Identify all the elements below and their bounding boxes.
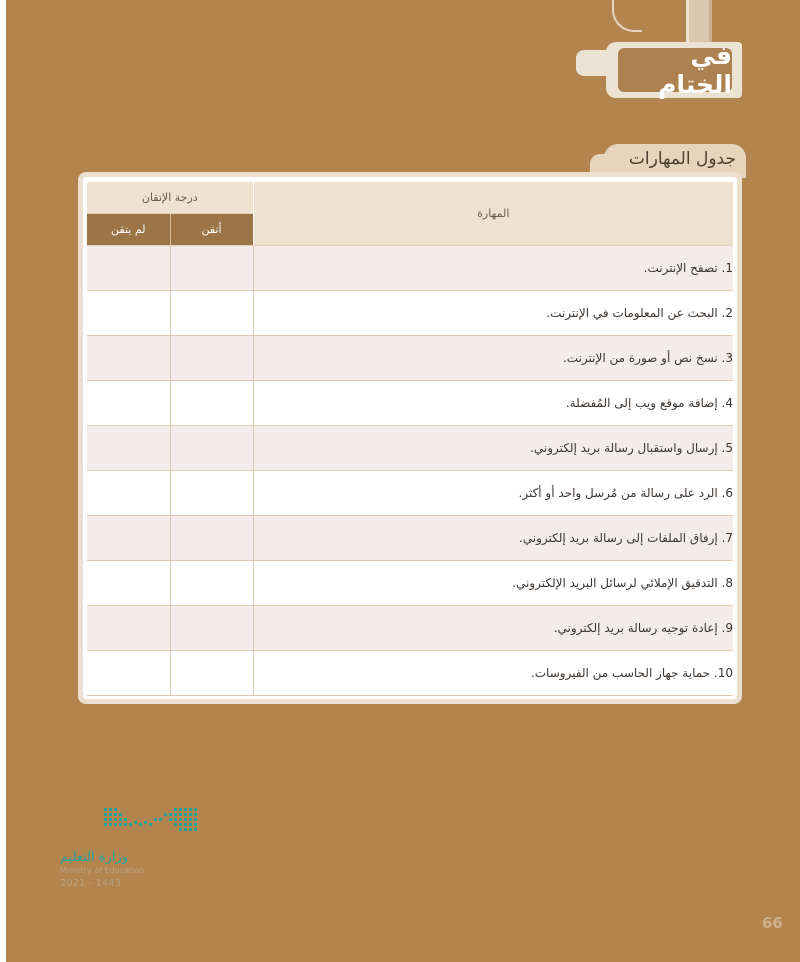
not-mastered-cell[interactable]	[87, 651, 170, 696]
page-number: 66	[762, 914, 783, 932]
table-row	[87, 651, 733, 696]
not-mastered-cell[interactable]	[87, 516, 170, 561]
skill-label: 6. الرد على رسالة من مُرسل واحد أو أكثر.	[253, 471, 733, 516]
table-row	[87, 516, 733, 561]
mastered-cell[interactable]	[170, 246, 253, 291]
mastered-cell[interactable]	[170, 381, 253, 426]
skill-label: 10. حماية جهاز الحاسب من الفيروسات.	[253, 651, 733, 696]
mastered-cell[interactable]	[170, 336, 253, 381]
mastered-cell[interactable]	[170, 606, 253, 651]
header-mastered: أتقن	[170, 214, 253, 246]
skill-label: 7. إرفاق الملفات إلى رسالة بريد إلكتروني.	[253, 516, 733, 561]
title-box	[618, 41, 732, 99]
logo-dots-icon	[102, 804, 202, 838]
skills-table	[87, 182, 733, 696]
tag-string	[612, 0, 642, 32]
mastered-cell[interactable]	[170, 426, 253, 471]
logo-years: 2021 - 1443	[60, 878, 121, 889]
not-mastered-cell[interactable]	[87, 246, 170, 291]
not-mastered-cell[interactable]	[87, 561, 170, 606]
header-degree: درجة الإتقان	[87, 182, 253, 214]
skill-label: 2. البحث عن المعلومات في الإنترنت.	[253, 291, 733, 336]
table-row	[87, 246, 733, 291]
logo-name-ar: وزارة التعليم	[60, 850, 129, 865]
page-title: في الختام	[658, 41, 732, 99]
page	[6, 0, 800, 962]
mastered-cell[interactable]	[170, 516, 253, 561]
skill-label: 8. التدقيق الإملائي لرسائل البريد الإلكتروني.	[253, 561, 733, 606]
skill-label: 9. إعادة توجيه رسالة بريد إلكتروني.	[253, 606, 733, 651]
mastered-cell[interactable]	[170, 561, 253, 606]
section-label: جدول المهارات	[628, 149, 736, 169]
skill-label: 3. نسخ نص أو صورة من الإنترنت.	[253, 336, 733, 381]
not-mastered-cell[interactable]	[87, 291, 170, 336]
logo-name-en: Ministry of Education	[60, 866, 145, 875]
table-row	[87, 381, 733, 426]
ministry-logo	[52, 800, 212, 895]
mastered-cell[interactable]	[170, 471, 253, 516]
table-row	[87, 336, 733, 381]
table-row	[87, 606, 733, 651]
mastered-cell[interactable]	[170, 651, 253, 696]
skill-label: 4. إضافة موقع ويب إلى المُفضلة.	[253, 381, 733, 426]
not-mastered-cell[interactable]	[87, 606, 170, 651]
title-tag	[606, 42, 742, 98]
table-row	[87, 561, 733, 606]
not-mastered-cell[interactable]	[87, 336, 170, 381]
skill-label: 1. تصفح الإنترنت.	[253, 246, 733, 291]
skill-label: 5. إرسال واستقبال رسالة بريد إلكتروني.	[253, 426, 733, 471]
not-mastered-cell[interactable]	[87, 381, 170, 426]
table-row	[87, 291, 733, 336]
table-row	[87, 471, 733, 516]
header-skill: المهارة	[253, 182, 733, 246]
skills-card	[78, 172, 742, 704]
mastered-cell[interactable]	[170, 291, 253, 336]
header-not-mastered: لم يتقن	[87, 214, 170, 246]
not-mastered-cell[interactable]	[87, 426, 170, 471]
table-row	[87, 426, 733, 471]
not-mastered-cell[interactable]	[87, 471, 170, 516]
